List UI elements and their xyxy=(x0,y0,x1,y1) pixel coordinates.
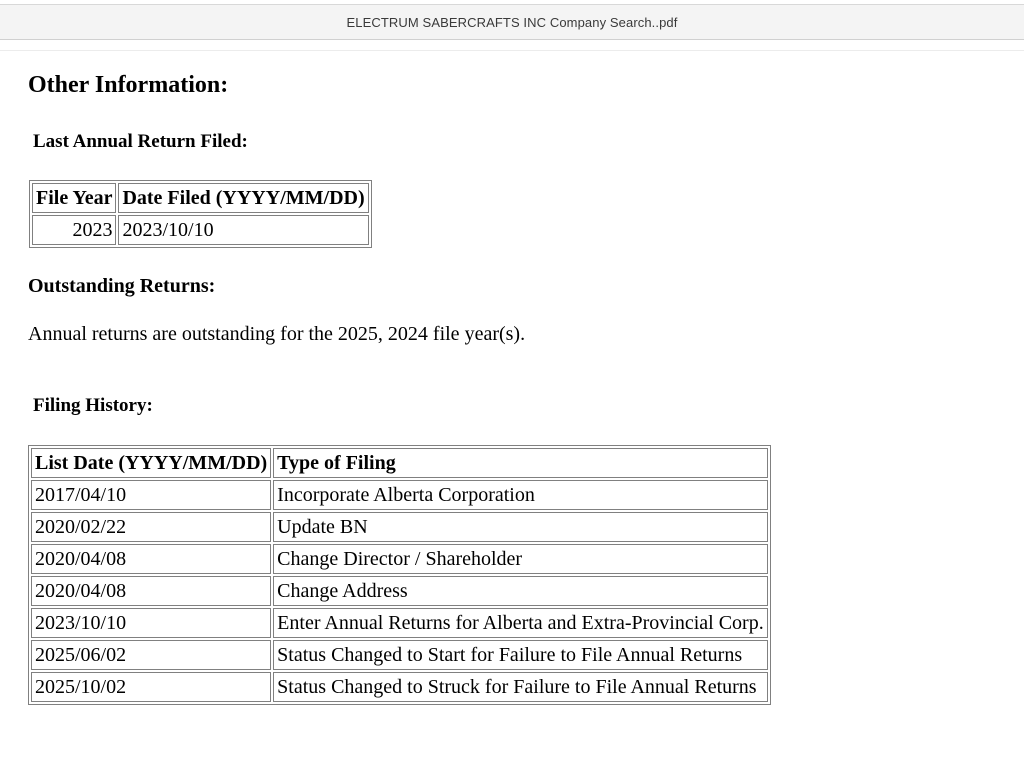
list-date-cell: 2020/04/08 xyxy=(31,576,271,606)
column-header-type-of-filing: Type of Filing xyxy=(273,448,768,478)
table-row xyxy=(31,672,768,702)
table-header-row xyxy=(31,448,768,478)
table-row xyxy=(31,544,768,574)
toolbar-divider xyxy=(0,40,1024,51)
date-filed-cell: 2023/10/10 xyxy=(118,215,368,245)
window-title-bar xyxy=(0,4,1024,40)
last-annual-return-heading: Last Annual Return Filed: xyxy=(33,131,248,152)
filing-type-cell: Incorporate Alberta Corporation xyxy=(273,480,768,510)
list-date-cell: 2020/02/22 xyxy=(31,512,271,542)
file-year-cell: 2023 xyxy=(32,215,116,245)
last-annual-return-table xyxy=(29,180,372,248)
list-date-cell: 2025/10/02 xyxy=(31,672,271,702)
outstanding-returns-heading: Outstanding Returns: xyxy=(28,275,216,297)
column-header-file-year: File Year xyxy=(32,183,116,213)
other-information-heading: Other Information: xyxy=(28,72,229,98)
filing-type-cell: Status Changed to Start for Failure to File Annual Returns xyxy=(273,640,768,670)
filing-type-cell: Enter Annual Returns for Alberta and Extra-Provincial Corp. xyxy=(273,608,768,638)
filing-history-heading: Filing History: xyxy=(33,395,153,416)
list-date-cell: 2025/06/02 xyxy=(31,640,271,670)
filing-type-cell: Status Changed to Struck for Failure to File Annual Returns xyxy=(273,672,768,702)
filing-history-table xyxy=(28,445,771,705)
list-date-cell: 2023/10/10 xyxy=(31,608,271,638)
table-row xyxy=(31,608,768,638)
window-title: ELECTRUM SABERCRAFTS INC Company Search..pdf xyxy=(346,14,678,30)
list-date-cell: 2020/04/08 xyxy=(31,544,271,574)
filing-type-cell: Change Director / Shareholder xyxy=(273,544,768,574)
table-row xyxy=(31,576,768,606)
table-row xyxy=(31,512,768,542)
column-header-date-filed: Date Filed (YYYY/MM/DD) xyxy=(118,183,368,213)
outstanding-returns-text: Annual returns are outstanding for the 2025, 2024 file year(s). xyxy=(28,323,526,345)
column-header-list-date: List Date (YYYY/MM/DD) xyxy=(31,448,271,478)
filing-type-cell: Change Address xyxy=(273,576,768,606)
table-row xyxy=(31,640,768,670)
list-date-cell: 2017/04/10 xyxy=(31,480,271,510)
table-header-row xyxy=(32,183,369,213)
filing-type-cell: Update BN xyxy=(273,512,768,542)
table-row xyxy=(32,215,369,245)
table-row xyxy=(31,480,768,510)
